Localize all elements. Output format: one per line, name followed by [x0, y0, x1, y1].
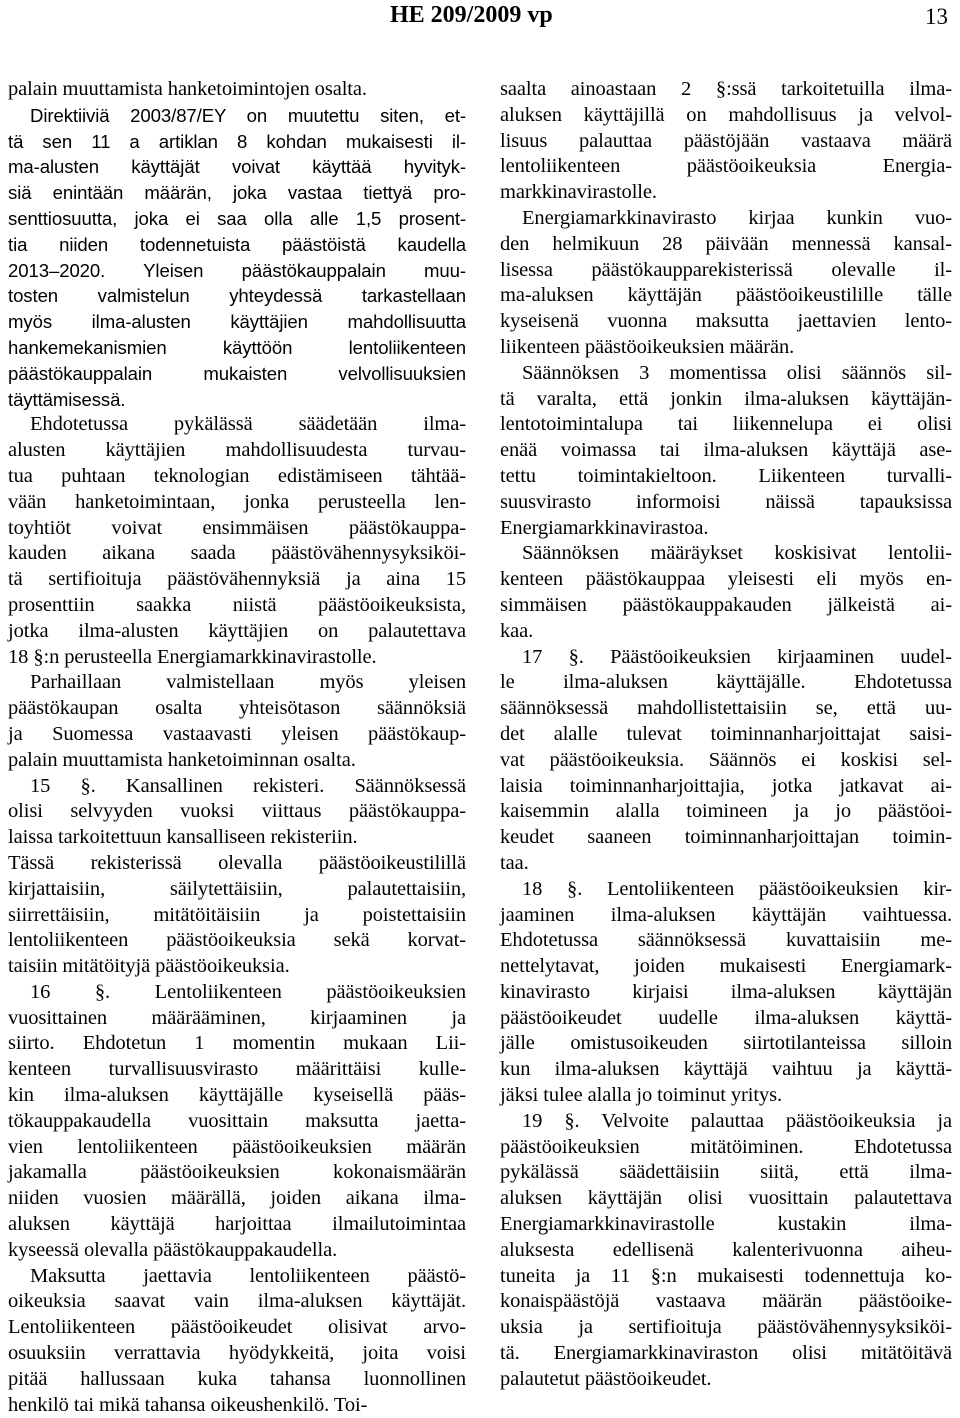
text-line: palautetut päästöoikeudet.	[500, 1367, 712, 1390]
text-line: le ilma-aluksen käyttäjälle. Ehdotetussa	[500, 671, 952, 694]
text-line: kenteen päästökauppaa yleisesti eli myös en-	[500, 568, 952, 591]
text-line: det alalle tulevat toiminnanharjoittajat saisi-	[500, 722, 952, 745]
text-line: Parhaillaan valmistellaan myös yleisen	[30, 671, 466, 694]
text-line: Säännöksen määräykset koskisivat lentolii-	[522, 542, 952, 565]
text-line: taa.	[500, 851, 529, 874]
text-line: palain muuttamista hanketoiminnan osalta.	[8, 748, 356, 771]
text-line: Energiamarkkinavirasto kirjaa kunkin vuo-	[522, 206, 952, 229]
text-line: 15 §. Kansallinen rekisteri. Säännöksessä	[30, 774, 466, 797]
text-line: 2013–2020. Yleisen päästökauppalain muu-	[8, 259, 466, 281]
text-line: täyttämisessä.	[8, 388, 126, 410]
text-line: toyhtiöt voivat ensimmäisen päästökauppa-	[8, 516, 466, 539]
text-line: prosenttiin saakka niistä päästöoikeuksista,	[8, 593, 466, 616]
text-line: aluksesta edellisenä kalenterivuonna aiheu-	[500, 1238, 952, 1261]
text-line: kaisemmin alalla toimineen ja jo päästöoi-	[500, 800, 952, 823]
text-line: nettelytavat, joiden mukaisesti Energiamark-	[500, 955, 952, 978]
text-line: jälle omistusoikeuden siirtotilanteissa silloin	[500, 1032, 952, 1055]
text-line: taisiin mitätöityjä päästöoikeuksia.	[8, 955, 290, 978]
page-header	[0, 0, 960, 40]
text-line: päästöoikeuksien mitätöiminen. Ehdotetussa	[500, 1135, 952, 1158]
text-line: kirjattaisiin, säilytettäisiin, palautettaisiin,	[8, 877, 466, 900]
text-line: ma-alusten käyttäjät voivat käyttää hyvityk-	[8, 156, 466, 178]
text-line: den helmikuun 28 päivään mennessä kansal-	[500, 232, 952, 255]
text-line: tä. Energiamarkkinaviraston olisi mitätöitävä	[500, 1342, 952, 1365]
text-line: lentoliikenteen päästöoikeuksia Energia-	[500, 155, 952, 178]
text-line: lentoliikenteen päästöoikeuksia sekä korvat-	[8, 929, 466, 952]
text-line: lisessa päästökaupparekisterissä olevalle il-	[500, 258, 952, 281]
text-line: jaaminen ilma-aluksen käyttäjän vaihtuessa.	[500, 903, 952, 926]
text-line: kin ilma-aluksen käyttäjälle kyseisellä pääs-	[8, 1084, 466, 1107]
right-column	[500, 77, 952, 1393]
text-line: vien lentoliikenteen päästöoikeuksien määrän	[8, 1135, 466, 1158]
text-line: lentotoimintalupa tai liikennelupa ei olisi	[500, 413, 952, 436]
text-line: suusvirasto informoisi näissä tapauksissa	[500, 490, 952, 513]
text-line: tä sen 11 a artiklan 8 kohdan mukaisesti il-	[8, 130, 466, 152]
text-line: myös ilma-alusten käyttäjien mahdollisuutta	[8, 311, 466, 333]
text-line: ma-aluksen käyttäjän päästöoikeustilille tälle	[500, 284, 952, 307]
text-line: laisia toiminnanharjoittajia, jotka jatkavat ai-	[500, 774, 952, 797]
text-line: Energiamarkkinavirastoa.	[500, 516, 709, 539]
text-line: tökauppakaudella vuosittain maksutta jaetta-	[8, 1109, 466, 1132]
text-line: 18 §:n perusteella Energiamarkkinavirastolle.	[8, 645, 377, 668]
text-line: aluksen käyttäjillä on mahdollisuus ja velvol-	[500, 103, 952, 126]
text-line: liikenteen päästöoikeuksien määrän.	[500, 335, 795, 358]
text-line: tettu toimintakieltoon. Liikenteen turvalli-	[500, 464, 952, 487]
text-line: siirto. Ehdotetun 1 momentin mukaan Lii-	[8, 1032, 466, 1055]
text-line: pitää hallussaan kuka tahansa luonnollinen	[8, 1367, 466, 1390]
text-line: palain muuttamista hanketoimintojen osalta.	[8, 78, 367, 100]
text-line: alusten käyttäjien mahdollisuudesta turvau-	[8, 439, 466, 462]
left-column	[8, 77, 466, 1418]
text-line: säännöksessä mahdollistettaisiin se, että uu-	[500, 697, 952, 720]
text-line: tosten valmistelun yhteydessä tarkastellaan	[8, 285, 466, 307]
text-line: jotka ilma-alusten käyttäjien on palautettava	[8, 619, 466, 642]
text-line: laissa tarkoitettuun kansalliseen rekisteriin.	[8, 826, 358, 849]
page-number: 13	[925, 4, 948, 29]
text-line: henkilö tai mikä tahansa oikeushenkilö. Toi-	[8, 1393, 368, 1416]
text-line: kenteen turvallisuusvirasto määrittäisi kulle-	[8, 1058, 466, 1081]
text-line: aluksen käyttäjän olisi vuosittain palautettava	[500, 1187, 952, 1210]
text-line: aluksen käyttäjä harjoittaa ilmailutoimintaa	[8, 1213, 466, 1236]
text-line: päästökauppalain mukaisten velvollisuuksien	[8, 362, 466, 384]
text-line: päästöoikeudet uudelle ilma-aluksen käyttä-	[500, 1006, 952, 1029]
text-line: simmäisen päästökauppakauden jälkeistä ai-	[500, 593, 952, 616]
text-line: kyseessä olevalla päästökauppakaudella.	[8, 1238, 338, 1261]
text-line: markkinavirastolle.	[500, 181, 657, 204]
text-line: tä varalta, että jonkin ilma-aluksen käyttäjän-	[500, 387, 952, 410]
text-line: 19 §. Velvoite palauttaa päästöoikeuksia ja	[522, 1109, 952, 1132]
text-line: Direktiiviä 2003/87/EY on muutettu siten, et-	[30, 104, 466, 126]
text-line: tuneita ja 11 §:n mukaisesti todennettuja ko-	[500, 1264, 952, 1287]
text-line: oikeuksia saavat vain ilma-aluksen käyttäjät.	[8, 1290, 466, 1313]
document-title: HE 209/2009 vp	[390, 2, 553, 28]
text-line: enää voimassa tai ilma-aluksen käyttäjä ase-	[500, 439, 952, 462]
text-line: senttiosuutta, joka ei saa olla alle 1,5 prosent-	[8, 207, 466, 229]
text-line: Lentoliikenteen päästöoikeudet olisivat arvo-	[8, 1316, 466, 1339]
text-line: tä sertifioituja päästövähennyksiä ja aina 15	[8, 568, 466, 591]
text-line: tia niiden todennetuista päästöistä kaudella	[8, 233, 466, 255]
text-line: ja Suomessa vastaavasti yleisen päästökaup-	[8, 722, 466, 745]
text-line: vuosittainen määrääminen, kirjaaminen ja	[8, 1006, 466, 1029]
text-line: siä enintään määrän, joka vastaa tiettyä pro-	[8, 182, 466, 204]
text-line: vään hanketoimintaan, jonka perusteella len-	[8, 490, 466, 513]
text-line: kun ilma-aluksen käyttäjä vaihtuu ja käyttä-	[500, 1058, 952, 1081]
text-line: lisuus palauttaa päästöjään vastaava määrä	[500, 129, 952, 152]
text-line: hankemekanismien käyttöön lentoliikenteen	[8, 336, 466, 358]
text-line: Maksutta jaettavia lentoliikenteen päästö-	[30, 1264, 466, 1287]
text-line: kauden aikana saada päästövähennysyksiköi-	[8, 542, 466, 565]
text-line: kinavirasto kirjaisi ilma-aluksen käyttäjän	[500, 980, 952, 1003]
text-line: päästökaupan osalta yhteisötason säännöksiä	[8, 697, 466, 720]
text-line: Energiamarkkinavirastolle kustakin ilma-	[500, 1213, 952, 1236]
text-line: 17 §. Päästöoikeuksien kirjaaminen uudel-	[522, 645, 952, 668]
text-line: osuuksiin verrattavia hyödykkeitä, joita voisi	[8, 1342, 466, 1365]
text-line: 16 §. Lentoliikenteen päästöoikeuksien	[30, 980, 466, 1003]
text-line: Ehdotetussa pykälässä säädetään ilma-	[30, 413, 466, 436]
text-line: konaispäästöjä vastaava määrän päästöoike-	[500, 1290, 952, 1313]
text-line: jakamalla päästöoikeuksien kokonaismäärän	[8, 1161, 466, 1184]
text-line: kaa.	[500, 619, 534, 642]
text-line: niiden vuosien määrällä, joiden aikana ilma-	[8, 1187, 466, 1210]
text-line: tua puhtaan teknologian edistämiseen tähtää-	[8, 464, 466, 487]
text-line: keudet saaneen toiminnanharjoittajan toimin-	[500, 826, 952, 849]
text-line: olisi selvyyden vuoksi viittaus päästökauppa-	[8, 800, 466, 823]
text-line: saalta ainoastaan 2 §:ssä tarkoitetuilla ilma-	[500, 78, 952, 100]
text-line: pykälässä säädettäisiin siitä, että ilma-	[500, 1161, 952, 1184]
text-line: kyseisenä vuonna maksutta jaettavien lento-	[500, 310, 952, 333]
text-line: siirrettäisiin, mitätöitäisiin ja poistettaisiin	[8, 903, 466, 926]
text-line: jäksi tulee alalla jo toiminut yritys.	[500, 1084, 783, 1107]
text-line: Tässä rekisterissä olevalla päästöoikeustilillä	[8, 851, 466, 874]
text-line: 18 §. Lentoliikenteen päästöoikeuksien kir-	[522, 877, 952, 900]
text-line: uksia ja sertifioituja päästövähennysyksiköi-	[500, 1316, 952, 1339]
text-line: vat päästöoikeuksia. Säännös ei koskisi sel-	[500, 748, 952, 771]
text-line: Ehdotetussa säännöksessä kuvattaisiin me-	[500, 929, 952, 952]
text-line: Säännöksen 3 momentissa olisi säännös sil-	[522, 361, 952, 384]
